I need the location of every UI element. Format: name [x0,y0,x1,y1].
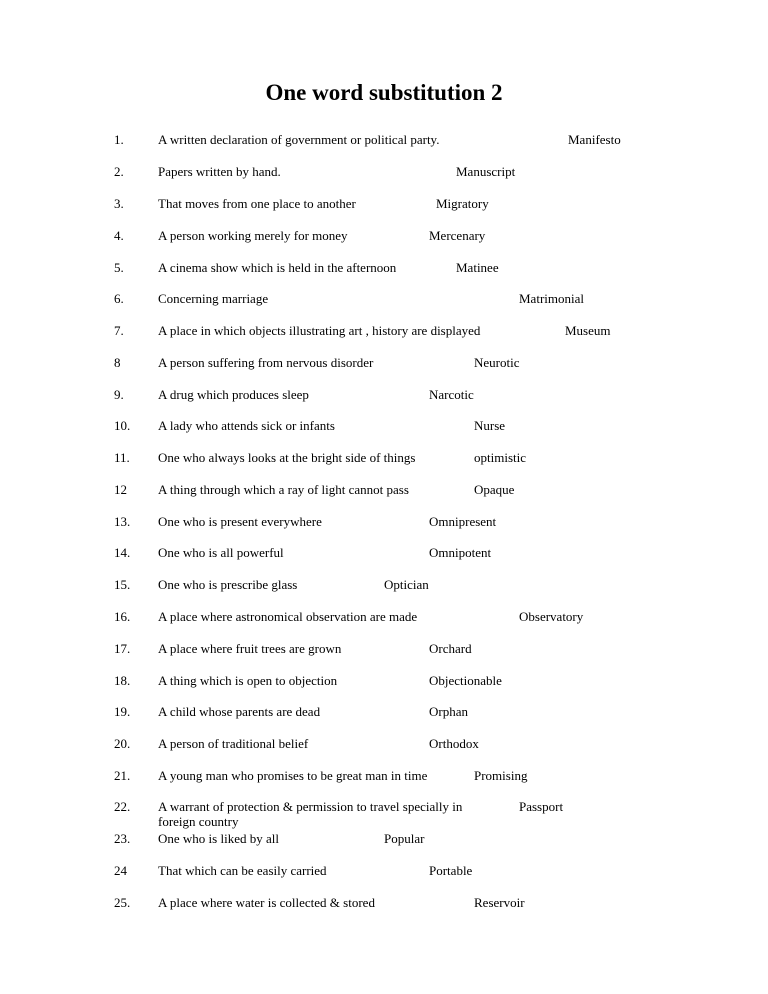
item-number: 12 [114,482,127,497]
list-item [0,609,768,629]
item-number: 3. [114,196,124,211]
item-definition: That moves from one place to another [158,196,356,211]
item-answer: Observatory [519,609,584,624]
page-title: One word substitution 2 [265,80,503,105]
item-definition: A place where fruit trees are grown [158,641,342,656]
item-definition: A drug which produces sleep [158,387,309,402]
item-answer: Orthodox [429,736,479,751]
item-number: 11. [114,450,130,465]
item-number: 14. [114,545,131,560]
item-answer: Passport [519,799,564,814]
item-definition: A cinema show which is held in the afternoon [158,260,397,275]
item-answer: Museum [565,323,611,338]
list-item [0,196,768,216]
item-answer: Neurotic [474,355,520,370]
list-item [0,355,768,375]
item-number: 8 [114,355,121,370]
list-item [0,673,768,693]
item-number: 17. [114,641,131,656]
list-item [0,132,768,152]
item-number: 9. [114,387,124,402]
item-answer: Portable [429,863,473,878]
item-answer: optimistic [474,450,526,465]
item-answer: Omnipotent [429,545,492,560]
item-answer: Orchard [429,641,472,656]
item-answer: Promising [474,768,528,783]
list-item [0,641,768,661]
item-definition: A young man who promises to be great man in time [158,768,428,783]
list-item [0,895,768,915]
list-item [0,260,768,280]
item-definition: Concerning marriage [158,291,269,306]
item-number: 25. [114,895,131,910]
item-answer: Manifesto [568,132,621,147]
item-number: 7. [114,323,124,338]
item-definition: One who is liked by all [158,831,279,846]
item-answer: Matinee [456,260,499,275]
list-item [0,768,768,788]
item-answer: Objectionable [429,673,502,688]
item-number: 24 [114,863,127,878]
list-item [0,323,768,343]
list-item [0,799,768,829]
item-definition: A thing which is open to objection [158,673,338,688]
item-definition: Papers written by hand. [158,164,281,179]
item-number: 21. [114,768,131,783]
item-answer: Mercenary [429,228,486,243]
item-definition: A written declaration of government or political party. [158,132,440,147]
item-definition: That which can be easily carried [158,863,327,878]
item-number: 6. [114,291,124,306]
item-definition: A person suffering from nervous disorder [158,355,374,370]
item-definition: A place where astronomical observation are made [158,609,418,624]
item-number: 2. [114,164,124,179]
item-number: 13. [114,514,131,529]
item-definition: One who always looks at the bright side of things [158,450,416,465]
item-number: 4. [114,228,124,243]
item-number: 18. [114,673,131,688]
list-item [0,450,768,470]
item-answer: Opaque [474,482,515,497]
item-definition: A lady who attends sick or infants [158,418,335,433]
item-definition: A warrant of protection & permission to travel specially in foreign country [158,799,463,829]
list-item [0,545,768,565]
item-answer: Optician [384,577,429,592]
list-item [0,387,768,407]
item-answer: Migratory [436,196,489,211]
list-item [0,514,768,534]
list-item [0,482,768,502]
item-definition: A place in which objects illustrating art , history are displayed [158,323,481,338]
item-answer: Matrimonial [519,291,584,306]
list-item [0,418,768,438]
item-answer: Orphan [429,704,468,719]
item-answer: Reservoir [474,895,525,910]
item-definition: A person working merely for money [158,228,348,243]
item-number: 15. [114,577,131,592]
item-number: 16. [114,609,131,624]
item-answer: Popular [384,831,425,846]
list-item [0,228,768,248]
item-number: 1. [114,132,124,147]
item-answer: Narcotic [429,387,474,402]
item-number: 23. [114,831,131,846]
list-item [0,577,768,597]
list-item [0,704,768,724]
item-answer: Nurse [474,418,506,433]
item-answer: Omnipresent [429,514,497,529]
item-definition: One who is all powerful [158,545,284,560]
item-number: 22. [114,799,131,814]
list-item [0,164,768,184]
item-answer: Manuscript [456,164,516,179]
item-number: 5. [114,260,124,275]
item-definition: A child whose parents are dead [158,704,321,719]
item-definition: One who is prescribe glass [158,577,298,592]
item-number: 10. [114,418,131,433]
list-item [0,863,768,883]
item-definition: A thing through which a ray of light cannot pass [158,482,409,497]
item-number: 19. [114,704,131,719]
item-definition: A place where water is collected & stored [158,895,375,910]
item-definition: A person of traditional belief [158,736,309,751]
list-item [0,291,768,311]
list-item [0,831,768,851]
item-definition: One who is present everywhere [158,514,322,529]
item-number: 20. [114,736,131,751]
list-item [0,736,768,756]
